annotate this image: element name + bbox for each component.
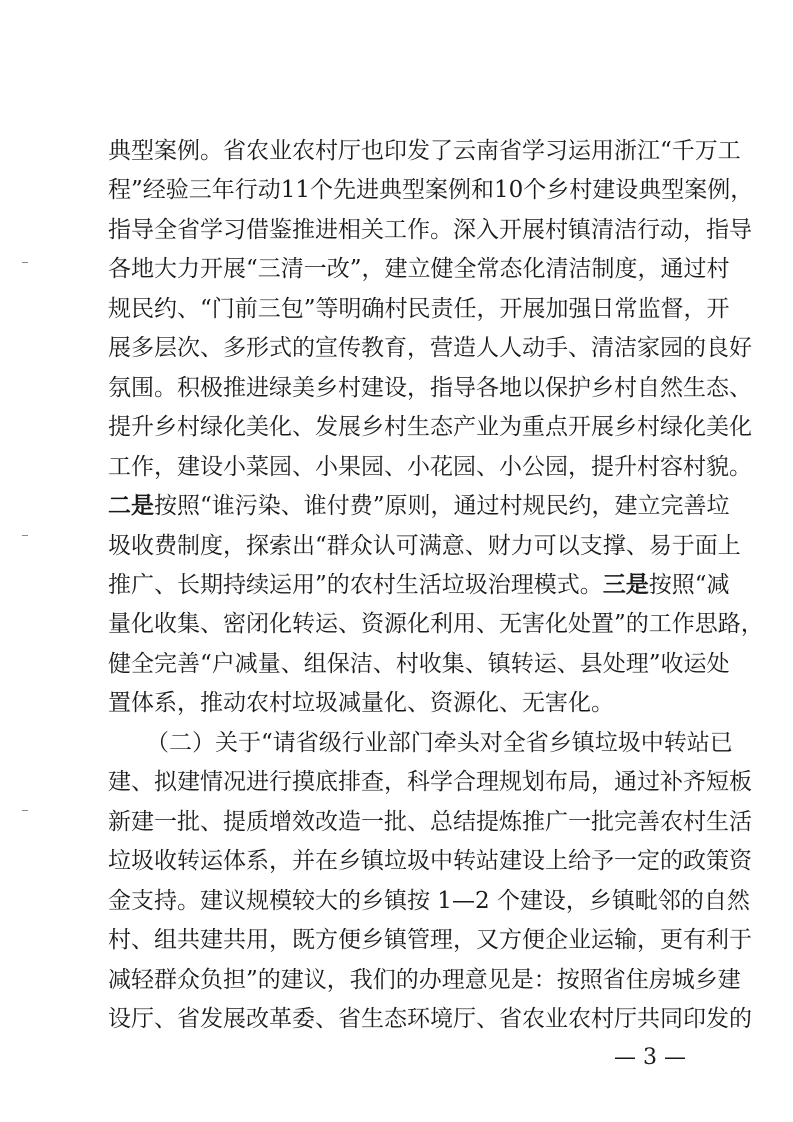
body-text-line: 设厅、省发展改革委、省生态环境厅、省农业农村厅共同印发的 xyxy=(108,1006,752,1032)
body-text-line: 置体系，推动农村垃圾减量化、资源化、无害化。 xyxy=(108,690,614,716)
body-text-line: 程”经验三年行动11个先进典型案例和10个乡村建设典型案例， xyxy=(108,177,754,203)
body-text-line: 氛围。积极推进绿美乡村建设，指导各地以保护乡村自然生态、 xyxy=(108,375,752,401)
body-text-line: 提升乡村绿化美化、发展乡村生态产业为重点开展乡村绿化美化 xyxy=(108,414,752,440)
body-text-line: 规民约、“门前三包”等明确村民责任，开展加强日常监督，开 xyxy=(108,296,730,322)
body-text-line: 指导全省学习借鉴推进相关工作。深入开展村镇清洁行动，指导 xyxy=(108,217,752,243)
body-text-line: 展多层次、多形式的宣传教育，营造人人动手、清洁家园的良好 xyxy=(108,335,752,361)
enumeration-label: 三是 xyxy=(602,571,649,598)
body-text-line: 圾收费制度，探索出“群众认可满意、财力可以支撑、易于面上 xyxy=(108,533,741,559)
body-text-line: 健全完善“户减量、组保洁、村收集、镇转运、县处理”收运处 xyxy=(108,651,730,677)
body-text-line: 村、组共建共用，既方便乡镇管理，又方便企业运输，更有利于 xyxy=(108,927,752,953)
margin-mark xyxy=(22,810,28,811)
body-text-segment: 推广、长期持续运用”的农村生活垃圾治理模式。 xyxy=(108,572,603,598)
margin-mark xyxy=(22,535,28,536)
body-text-line: 金支持。建议规模较大的乡镇按 1—2 个建设，乡镇毗邻的自然 xyxy=(108,888,750,914)
page-number: — 3 — xyxy=(614,1045,686,1070)
body-text-line: 典型案例。省农业农村厅也印发了云南省学习运用浙江“千万工 xyxy=(108,138,741,164)
body-text-line: 新建一批、提质增效改造一批、总结提炼推广一批完善农村生活 xyxy=(108,809,752,835)
margin-mark xyxy=(22,262,28,263)
body-text-line: 量化收集、密闭化转运、资源化利用、无害化处置”的工作思路， xyxy=(108,611,764,637)
body-text-line: 减轻群众负担”的建议，我们的办理意见是：按照省住房城乡建 xyxy=(108,967,741,993)
body-text-line: 各地大力开展“三清一改”，建立健全常态化清洁制度，通过村 xyxy=(108,256,730,282)
body-text-line: 建、拟建情况进行摸底排查，科学合理规划布局，通过补齐短板 xyxy=(108,769,752,795)
body-text-line: 垃圾收转运体系，并在乡镇垃圾中转站建设上给予一定的政策资 xyxy=(108,848,752,874)
body-text-line xyxy=(108,565,730,605)
body-text-line: 工作，建设小菜园、小果园、小花园、小公园，提升村容村貌。 xyxy=(108,454,752,480)
body-text-line xyxy=(108,486,730,526)
section-heading-line: （二）关于“请省级行业部门牵头对全省乡镇垃圾中转站已 xyxy=(146,730,733,756)
enumeration-label: 二是 xyxy=(108,492,154,519)
body-text-segment: 按照“谁污染、谁付费”原则，通过村规民约，建立完善垃 xyxy=(154,493,730,519)
body-text-segment: 按照“减 xyxy=(648,572,730,598)
